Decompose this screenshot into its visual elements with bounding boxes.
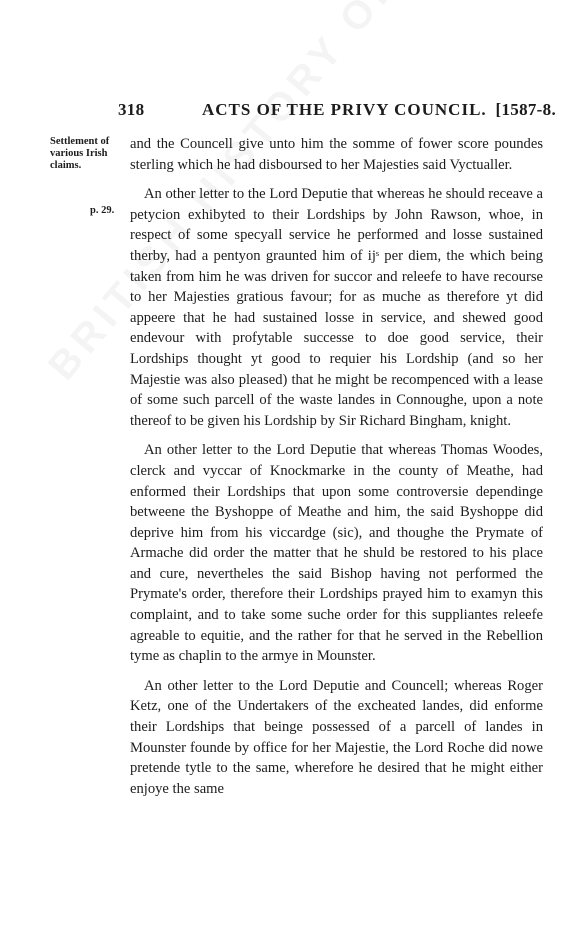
body-text	[130, 134, 543, 799]
paragraph: An other letter to the Lord Deputie and Councell; whereas Roger Ketz, one of the Undertakers of the excheated landes, did enforme their Lordships that beinge possessed of a parcell of landes in Mounster founde by office for her Majestie, the Lord Roche did nowe pretende tytle to the same, wherefore he desired that he might either enjoye the same	[130, 677, 543, 797]
year-range: [1587-8.	[495, 100, 556, 119]
margin-note-line: Settlement of	[50, 136, 110, 147]
page-number: 318	[118, 100, 145, 119]
paragraph: An other letter to the Lord Deputie that whereas Thomas Woodes, clerck and vyccar of Knockmarke in the county of Meathe, had enformed their Lordships that upon some controversie dependinge betweene the Byshoppe of Meathe and him, the said Byshoppe did deprive him from his viccardge (sic), and thoughe the Prymate of Armache did order the matter that he shuld be restored to his place and cure, nevertheles the said Bishop having not performed the Prymate's order, therefore their Lordships prayed him to examyn this complaint, and to take some suche order for this suppliantes releefe agreable to equitie, and the rather for that he served in the Rebellion tyme as chaplin to the armye in Mounster.	[130, 442, 543, 665]
running-header	[118, 100, 558, 124]
paragraph: An other letter to the Lord Deputie that whereas he should receave a petycion exhibyted to their Lordships by John Rawson, whoe, in respect of some specyall service he performed and losse sustained therby, had a pentyon graunted him of ijˢ per diem, the which being taken from him he was driven for succor and releefe to have recourse to her Majesties gratious favour; for as muche as therefore yt did appeere that he had sustained losse in service, and shewed good endevour with profytable successe to doe good service, their Lordships thought yt good to requier his Lordship (and so her Majestie was also pleased) that he might be recompenced with a lease of some such parcell of the waste landes in Connoughe, upon a note thereof to be given his Lordship by Sir Richard Bingham, knight.	[130, 186, 543, 429]
margin-note-line: claims.	[50, 160, 82, 171]
margin-note	[50, 136, 116, 172]
paragraph: and the Councell give unto him the somme of fower score poundes sterling which he had disboursed to her Majesties said Vyctualler.	[130, 136, 543, 173]
margin-note-line: various Irish	[50, 148, 108, 159]
running-title: ACTS OF THE PRIVY COUNCIL.	[202, 100, 487, 119]
margin-page-reference: p. 29.	[90, 205, 115, 216]
